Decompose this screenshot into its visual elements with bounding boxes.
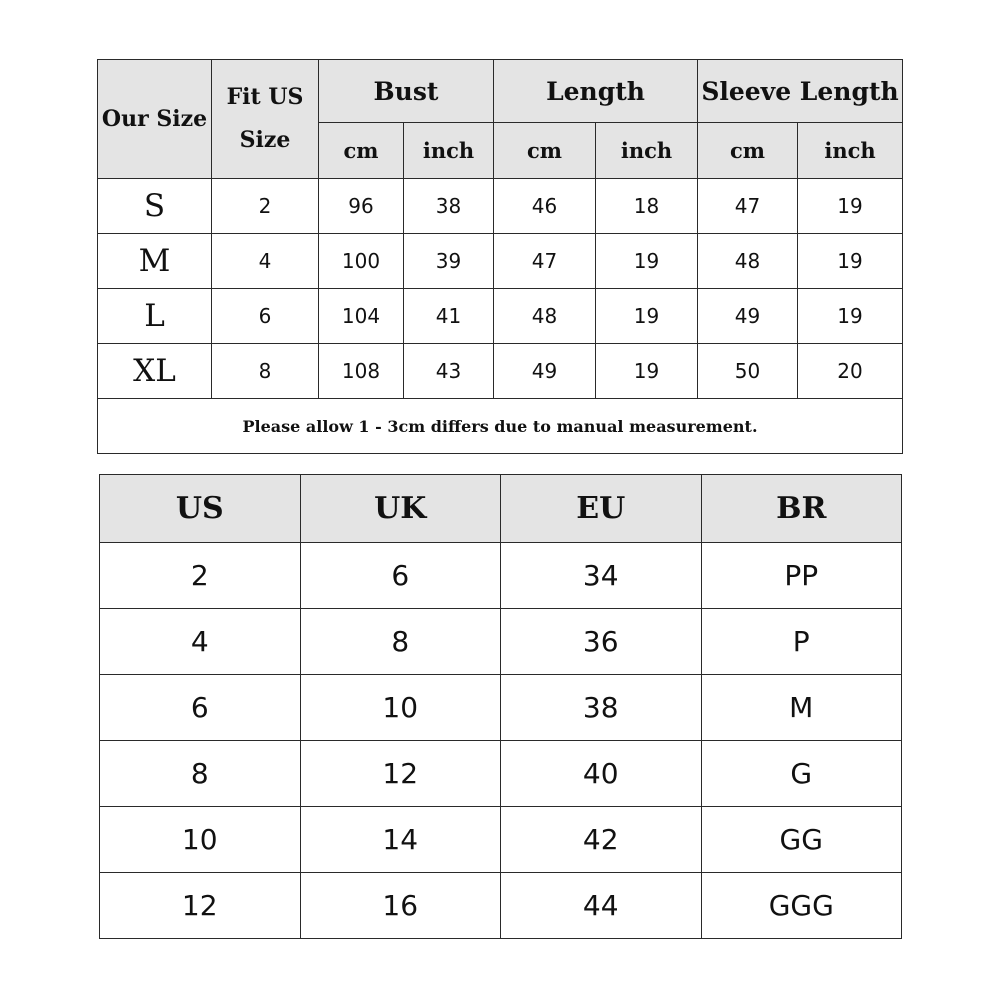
us-size-value: 4 xyxy=(100,609,301,675)
table-row xyxy=(100,807,902,873)
us-size-value: 8 xyxy=(100,741,301,807)
uk-size-value: 6 xyxy=(300,543,501,609)
uk-size-value: 8 xyxy=(300,609,501,675)
uk-size-value: 10 xyxy=(300,675,501,741)
eu-size-value: 34 xyxy=(501,543,702,609)
header-our-size: Our Size xyxy=(98,60,212,179)
header-eu: EU xyxy=(501,475,702,543)
length-inch-value: 19 xyxy=(596,289,698,344)
unit-bust-inch: inch xyxy=(404,123,494,179)
uk-size-value: 12 xyxy=(300,741,501,807)
table-row xyxy=(100,675,902,741)
table-row xyxy=(100,873,902,939)
table-row xyxy=(100,543,902,609)
eu-size-value: 38 xyxy=(501,675,702,741)
fit-us-size-value: 8 xyxy=(212,344,319,399)
fit-us-size-value: 4 xyxy=(212,234,319,289)
bust-inch-value: 38 xyxy=(404,179,494,234)
sleeve-inch-value: 19 xyxy=(798,234,903,289)
header-us: US xyxy=(100,475,301,543)
sleeve-inch-value: 19 xyxy=(798,289,903,344)
header-br: BR xyxy=(701,475,902,543)
length-cm-value: 47 xyxy=(494,234,596,289)
br-size-value: P xyxy=(701,609,902,675)
sleeve-cm-value: 49 xyxy=(698,289,798,344)
header-bust: Bust xyxy=(319,60,494,123)
length-inch-value: 19 xyxy=(596,234,698,289)
bust-inch-value: 43 xyxy=(404,344,494,399)
length-cm-value: 48 xyxy=(494,289,596,344)
sleeve-cm-value: 47 xyxy=(698,179,798,234)
bust-cm-value: 100 xyxy=(319,234,404,289)
table-row xyxy=(98,179,903,234)
eu-size-value: 40 xyxy=(501,741,702,807)
table-row xyxy=(98,289,903,344)
eu-size-value: 36 xyxy=(501,609,702,675)
bust-inch-value: 41 xyxy=(404,289,494,344)
br-size-value: GG xyxy=(701,807,902,873)
us-size-value: 6 xyxy=(100,675,301,741)
table-row xyxy=(98,234,903,289)
size-label: M xyxy=(98,234,212,289)
size-conversion-table xyxy=(99,474,902,939)
sleeve-inch-value: 19 xyxy=(798,179,903,234)
table-row xyxy=(100,609,902,675)
unit-bust-cm: cm xyxy=(319,123,404,179)
unit-sleeve-inch: inch xyxy=(798,123,903,179)
br-size-value: M xyxy=(701,675,902,741)
sleeve-inch-value: 20 xyxy=(798,344,903,399)
header-uk: UK xyxy=(300,475,501,543)
us-size-value: 2 xyxy=(100,543,301,609)
sleeve-cm-value: 50 xyxy=(698,344,798,399)
bust-cm-value: 96 xyxy=(319,179,404,234)
header-sleeve-length: Sleeve Length xyxy=(698,60,903,123)
size-label: L xyxy=(98,289,212,344)
fit-us-size-value: 6 xyxy=(212,289,319,344)
header-fit-us-size: Fit US Size xyxy=(212,60,319,179)
length-cm-value: 46 xyxy=(494,179,596,234)
sleeve-cm-value: 48 xyxy=(698,234,798,289)
us-size-value: 12 xyxy=(100,873,301,939)
uk-size-value: 14 xyxy=(300,807,501,873)
unit-sleeve-cm: cm xyxy=(698,123,798,179)
size-label: S xyxy=(98,179,212,234)
eu-size-value: 44 xyxy=(501,873,702,939)
uk-size-value: 16 xyxy=(300,873,501,939)
eu-size-value: 42 xyxy=(501,807,702,873)
length-inch-value: 19 xyxy=(596,344,698,399)
br-size-value: G xyxy=(701,741,902,807)
measurement-note: Please allow 1 - 3cm differs due to manual measurement. xyxy=(98,399,903,454)
fit-us-size-value: 2 xyxy=(212,179,319,234)
bust-inch-value: 39 xyxy=(404,234,494,289)
size-measurement-table xyxy=(97,59,903,454)
unit-length-cm: cm xyxy=(494,123,596,179)
header-length: Length xyxy=(494,60,698,123)
br-size-value: PP xyxy=(701,543,902,609)
bust-cm-value: 104 xyxy=(319,289,404,344)
table-row xyxy=(98,344,903,399)
bust-cm-value: 108 xyxy=(319,344,404,399)
unit-length-inch: inch xyxy=(596,123,698,179)
br-size-value: GGG xyxy=(701,873,902,939)
length-inch-value: 18 xyxy=(596,179,698,234)
us-size-value: 10 xyxy=(100,807,301,873)
table-row xyxy=(100,741,902,807)
size-label: XL xyxy=(98,344,212,399)
length-cm-value: 49 xyxy=(494,344,596,399)
